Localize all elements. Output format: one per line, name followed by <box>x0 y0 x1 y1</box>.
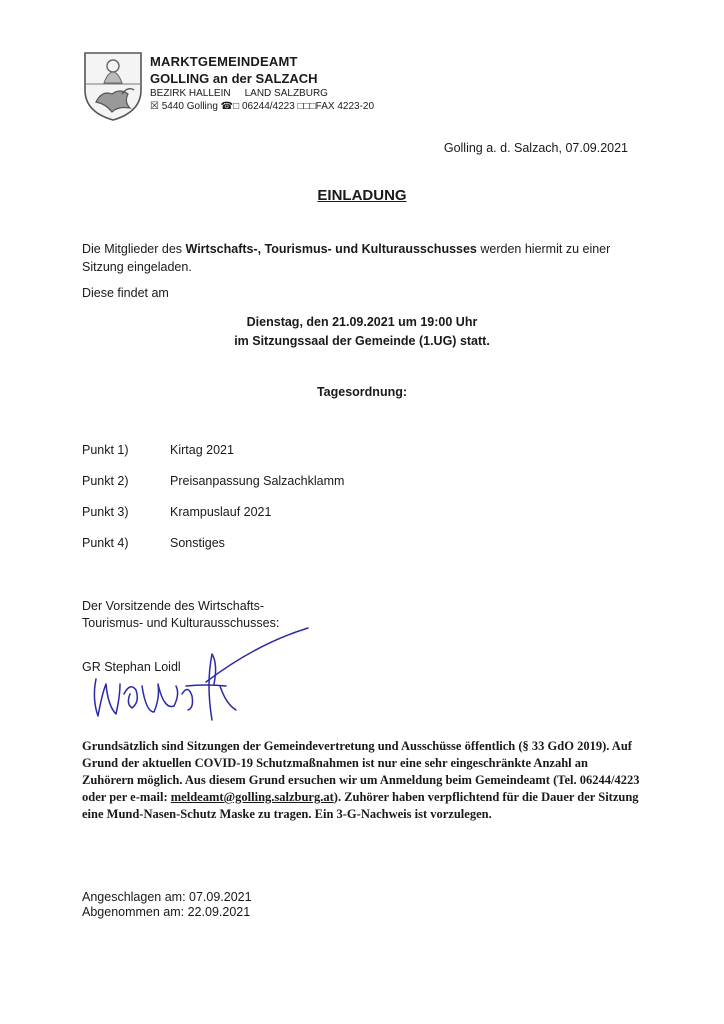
removed-date: Abgenommen am: 22.09.2021 <box>82 905 251 919</box>
office-name: MARKTGEMEINDEAMT <box>150 54 298 69</box>
committee-name: Wirtschafts-, Tourismus- und Kulturausschusses <box>185 242 477 256</box>
municipal-crest-logo <box>82 50 144 122</box>
date-line: Golling a. d. Salzach, 07.09.2021 <box>443 141 628 155</box>
agenda-text: Preisanpassung Salzachklamm <box>170 474 345 488</box>
intro-text-before: Die Mitglieder des <box>82 242 186 256</box>
document-title: EINLADUNG <box>317 187 407 204</box>
meeting-date: Dienstag, den 21.09.2021 um 19:00 Uhr <box>246 315 478 329</box>
agenda-number: Punkt 4) <box>82 536 129 550</box>
meeting-location: im Sitzungssaal der Gemeinde (1.UG) statt. <box>234 334 490 348</box>
handwritten-signature <box>86 624 326 734</box>
chair-line-2: Tourismus- und Kulturausschusses: <box>82 616 280 630</box>
agenda-item <box>82 536 344 567</box>
contact-line: ☒ 5440 Golling ☎□ 06244/4223 □□□FAX 4223-20 <box>150 101 375 112</box>
intro-text-after: werden hiermit zu einer Sitzung eingeladen. <box>82 242 611 274</box>
notice-text-after: ). Zuhörer haben verpflichtend für die Dauer der Sitzung eine Mund-Nasen-Schutz Maske zu tragen. Ein 3-G-Nachweis ist vorzulegen. <box>82 790 639 821</box>
agenda-text: Kirtag 2021 <box>170 443 234 457</box>
notice-text-before: Grundsätzlich sind Sitzungen der Gemeindevertretung und Ausschüsse öffentlich (§ 33 GdO 2019). Auf Grund der aktuellen COVID-19 Schutzmaßnahmen ist nur eine sehr eingeschränkte Anzahl an Zuhörern möglich. Aus diesem Grund ersuchen wir um Anmeldung beim Gemeindeamt (Tel. 06244/4223 oder per e-mail: <box>82 739 640 804</box>
agenda-list <box>82 443 344 567</box>
signer-name: GR Stephan Loidl <box>82 660 181 674</box>
agenda-number: Punkt 3) <box>82 505 129 519</box>
municipality-name: GOLLING an der SALZACH <box>150 71 318 86</box>
agenda-title: Tagesordnung: <box>316 385 408 399</box>
agenda-text: Sonstiges <box>170 536 225 550</box>
district-line <box>150 88 328 99</box>
public-notice <box>82 738 642 823</box>
agenda-number: Punkt 2) <box>82 474 129 488</box>
meeting-details <box>0 313 724 351</box>
agenda-number: Punkt 1) <box>82 443 129 457</box>
chair-line-1: Der Vorsitzende des Wirtschafts- <box>82 599 265 613</box>
intro-paragraph <box>82 240 642 276</box>
posted-date: Angeschlagen am: 07.09.2021 <box>82 890 252 904</box>
agenda-text: Krampuslauf 2021 <box>170 505 272 519</box>
findet-text: Diese findet am <box>82 286 169 300</box>
district: BEZIRK HALLEIN <box>150 88 231 99</box>
posting-dates <box>82 890 252 920</box>
agenda-item <box>82 505 344 536</box>
email-link[interactable]: meldeamt@golling.salzburg.at <box>170 790 334 804</box>
agenda-item <box>82 474 344 505</box>
state: LAND SALZBURG <box>244 88 328 99</box>
agenda-item <box>82 443 344 474</box>
